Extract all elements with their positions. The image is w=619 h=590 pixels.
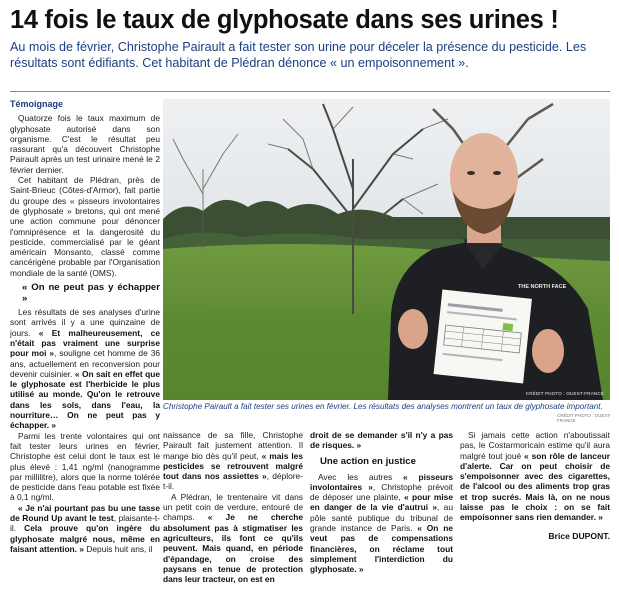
section-kicker: Témoignage (10, 99, 64, 109)
text-run: , au pôle santé publique du tribunal de grande instance de Paris. (310, 502, 453, 534)
paragraph (10, 503, 160, 554)
text-run: , plaisante-t-il. (10, 512, 160, 534)
headline: 14 fois le taux de glyphosate dans ses urines ! (10, 6, 559, 34)
paragraph (310, 430, 453, 451)
paragraph (310, 472, 453, 575)
text-run: A Plédran, le trentenaire vit dans un petit coin de verdure, entouré de champs. (163, 491, 303, 523)
paragraph (163, 430, 303, 492)
photo-caption: Christophe Pairault a fait tester ses urines en février. Les résultats des analyses montrent un taux de glyphosate important. (163, 402, 603, 411)
divider-rule (10, 91, 610, 92)
quote: « mais les pesticides se retrouvent malgré tout dans nos assiettes » (163, 450, 303, 482)
text-run: , déplore-t-il. (163, 471, 303, 492)
text-run: naissance de sa fille, Christophe Pairault fait justement attention. Il mange bio dès qu'il peut, (163, 430, 303, 461)
paragraph: Cet habitant de Plédran, près de Saint-Brieuc (Côtes-d'Armor), fait partie du groupe des « pisseurs involontaires de glyphosate » bretons, qui ont mené une action commune pour dénoncer l'omniprésence et la dangerosité du pesticide, commercialisé par le géant américain Monsanto, classé comme cancérigène probable par l'Organisation mondiale de la santé (OMS). (10, 175, 160, 278)
quote: « Et malheureusement, ce n'était pas vraiment une surprise pour moi » (10, 327, 160, 359)
jacket-logo: THE NORTH FACE (518, 284, 567, 290)
subheading: « On ne peut pas y échapper » (22, 282, 160, 305)
text-run: , Christophe prévoit de déposer une plainte, (310, 481, 454, 503)
paragraph (163, 492, 303, 585)
subheading: Une action en justice (320, 455, 416, 467)
text-run: , souligne cet homme de 36 ans, actuellement en reconversion pour devenir cuisinier. (10, 348, 161, 379)
paragraph (10, 307, 160, 431)
photo-illustration (163, 99, 610, 400)
quote: « Je n'ai pourtant pas bu une tasse de Round Up avant le test (10, 502, 160, 523)
paragraph (460, 430, 610, 523)
quote: « Je ne cherche absolument pas à stigmatiser les agriculteurs, ils font ce qu'ils peuvent. Mais quand, en période d'épandage, on croise des paysans en tenue de protection dans leur tracteur, on est en (163, 512, 303, 585)
quote: « On sait en effet que le glyphosate est l'herbicide le plus utilisé au monde. Qu'on le retrouve dans les sols, dans l'eau, la nourriture… On ne peut pas y échapper. » (10, 368, 160, 431)
caption-credit: CRÉDIT PHOTO : OUEST-FRANCE (557, 413, 612, 423)
author-signature: Brice DUPONT. (548, 530, 610, 541)
article-photo (163, 99, 610, 400)
quote: « pour mise en danger de la vie d'autrui » (310, 492, 453, 513)
quote: « On ne veut pas de compensations financières, on réclame tout simplement l'interdiction du glyphosate. » (310, 523, 453, 575)
article-column-4 (460, 430, 610, 541)
photo-credit: CRÉDIT PHOTO : OUEST-FRANCE (525, 391, 604, 396)
standfirst: Au mois de février, Christophe Pairault a fait tester son urine pour déceler la présence du pesticide. Les résultats sont édifiants. Cet habitant de Plédran dénonce « un empoisonnement ». (10, 40, 587, 70)
quote: Cela prouve qu'on ingère du glyphosate malgré nous, même en faisant attention. » (10, 523, 160, 554)
article-column-3 (310, 430, 453, 575)
paragraph: Parmi les trente volontaires qui ont fait tester leurs urines en février, Christophe est celui dont le taux est le plus élevé : 1,41 ng/ml (nanogramme par millilitre), alors que la norme tolérée de pesticide dans l'eau potable est fixée à 0,1 ng/ml. (10, 430, 160, 503)
article-column-2 (163, 430, 303, 584)
paragraph: Quatorze fois le taux maximum de glyphosate autorisé dans son organisme. C'est le résultat peu rassurant qu'a découvert Christophe Pairault après un test urinaire mené le 2 février dernier. (10, 113, 160, 175)
quote: « pisseurs involontaires » (310, 471, 453, 492)
text-run: Si jamais cette action n'aboutissait pas, le Costarmoricain estime qu'il aura malgré tout joué (460, 430, 610, 461)
text-run: Les résultats de ses analyses d'urine sont arrivés il y a une quinzaine de jours. (10, 307, 160, 338)
text-run: Avec les autres (318, 471, 404, 482)
quote: droit de se demander s'il n'y a pas de risques. » (310, 430, 453, 451)
text-run: Depuis huit ans, il (84, 543, 153, 554)
quote: « son rôle de lanceur d'alerte. Car on peut choisir de s'empoisonner avec des cigarettes, de l'alcool ou des aliments trop gras et trop sucrés. Mais là, on ne nous laisse pas le choix : on se fait empoisonner sans rien demander. » (460, 450, 610, 523)
article-column-1 (10, 99, 160, 554)
